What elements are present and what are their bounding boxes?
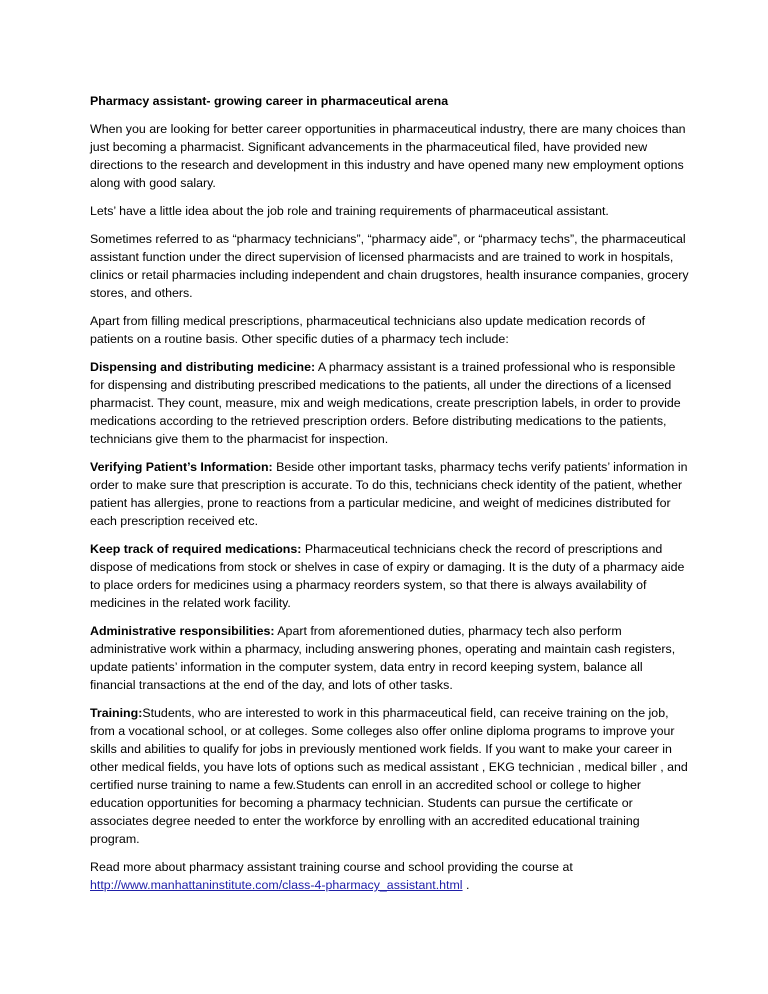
section-term: Training: [90, 706, 143, 720]
duties-intro-paragraph: Apart from filling medical prescriptions, pharmaceutical technicians also update medication records of patients on a routine basis. Other specific duties of a pharmacy tech include: [90, 314, 646, 346]
section-text: Apart from aforementioned duties, pharmacy tech also perform administrative work within a pharmacy, including answering phones, operating and maintain cash registers, update patients’ information in the computer system, data entry in record keeping system, balance all financial transactions at the end of the day, and lots of other tasks. [90, 624, 676, 692]
section-text: Beside other important tasks, pharmacy techs verify patients’ information in order to make sure that prescription is accurate. To do this, technicians check identity of the patient, whether patient has allergies, prone to reactions from a particular medicine, and weight of medicines distributed for each prescription received etc. [90, 460, 688, 528]
section-dispensing [90, 358, 690, 448]
section-term: Keep track of required medications: [90, 542, 302, 556]
section-administrative [90, 622, 690, 694]
document-title: Pharmacy assistant- growing career in pharmaceutical arena [90, 94, 449, 108]
section-term: Dispensing and distributing medicine: [90, 360, 316, 374]
document-body [90, 92, 690, 904]
section-tracking [90, 540, 690, 612]
section-text: Students, who are interested to work in this pharmaceutical field, can receive training on the job, from a vocational school, or at colleges. Some colleges also offer online diploma programs to improve your skills and abilities to qualify for jobs in previously mentioned work fields. If you want to make your career in other medical fields, you have lots of options such as medical assistant , EKG technician , medical biller , and certified nurse training to name a few.Students can enroll in an accredited school or college to higher education opportunities for becoming a pharmacy technician. Students can pursue the certificate or associates degree needed to enter the workforce by enrolling with an accredited educational training program. [90, 706, 688, 846]
section-training [90, 704, 690, 848]
section-term: Verifying Patient’s Information: [90, 460, 273, 474]
referred-paragraph: Sometimes referred to as “pharmacy technicians”, “pharmacy aide”, or “pharmacy techs”, the pharmaceutical assistant function under the direct supervision of licensed pharmacists and are trained to work in hospitals, clinics or retail pharmacies including independent and chain drugstores, health insurance companies, grocery stores, and others. [90, 232, 689, 300]
lead-paragraph: Lets’ have a little idea about the job role and training requirements of pharmaceutical assistant. [90, 204, 609, 218]
section-text: A pharmacy assistant is a trained professional who is responsible for dispensing and distributing prescribed medications to the patients, all under the directions of a licensed pharmacist. They count, measure, mix and weigh medications, create prescription labels, in order to provide medications according to the retrieved prescription orders. Before distributing medications to the patients, technicians give them to the pharmacist for inspection. [90, 360, 681, 446]
link-suffix: . [462, 878, 470, 892]
read-more-paragraph [90, 858, 690, 894]
section-term: Administrative responsibilities: [90, 624, 275, 638]
source-link[interactable]: http://www.manhattaninstitute.com/class-4-pharmacy_assistant.html [90, 878, 463, 892]
intro-paragraph: When you are looking for better career opportunities in pharmaceutical industry, there are many choices than just becoming a pharmacist. Significant advancements in the pharmaceutical filed, have provided new directions to the research and development in this industry and have opened many new employment options along with good salary. [90, 122, 686, 190]
read-more-text: Read more about pharmacy assistant training course and school providing the course at [90, 860, 573, 874]
section-verifying [90, 458, 690, 530]
section-text: Pharmaceutical technicians check the record of prescriptions and dispose of medications from stock or shelves in case of expiry or damaging. It is the duty of a pharmacy aide to place orders for medicines using a pharmacy reorders system, so that there is always availability of medicines in the related work facility. [90, 542, 685, 610]
